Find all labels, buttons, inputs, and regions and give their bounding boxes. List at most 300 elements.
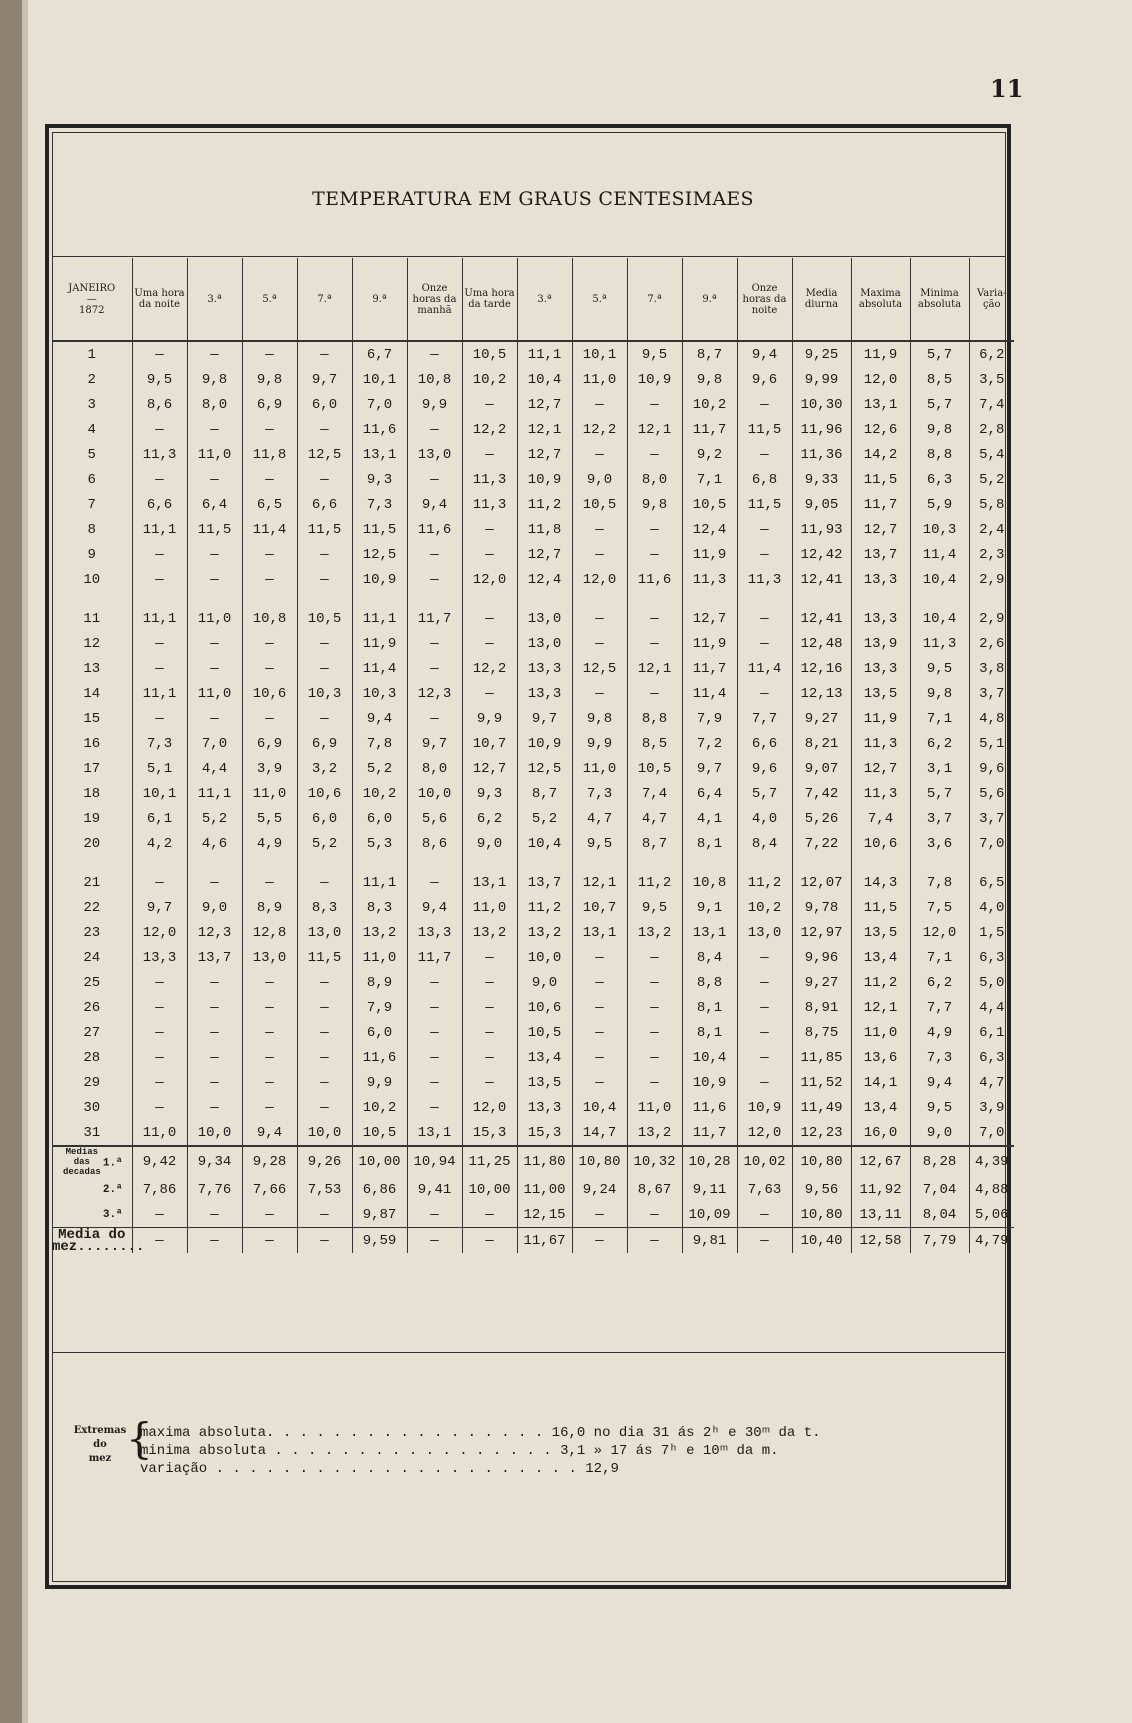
table-cell: 9,3 <box>462 781 517 806</box>
decade-label <box>52 1202 132 1228</box>
table-cell: 11,2 <box>737 870 792 895</box>
table-cell: 2,8 <box>969 417 1014 442</box>
table-cell: 9,27 <box>792 706 851 731</box>
table-cell: — <box>297 542 352 567</box>
table-cell: — <box>407 1070 462 1095</box>
table-cell: 11,7 <box>682 656 737 681</box>
table-cell: 9,7 <box>132 895 187 920</box>
table-cell: 10,5 <box>517 1020 572 1045</box>
table-cell: 6,3 <box>969 945 1014 970</box>
table-cell: 10,5 <box>297 606 352 631</box>
table-cell: — <box>572 606 627 631</box>
table-cell: 11,0 <box>462 895 517 920</box>
row-label: 5 <box>87 446 96 463</box>
table-cell: 10,1 <box>572 341 627 367</box>
table-cell: 10,6 <box>297 781 352 806</box>
table-cell: 11,3 <box>682 567 737 592</box>
table-cell: 11,6 <box>352 1045 407 1070</box>
table-cell: 10,09 <box>682 1202 737 1228</box>
table-cell: 11,80 <box>517 1146 572 1177</box>
table-cell: 10,6 <box>242 681 297 706</box>
table-row <box>52 731 1014 756</box>
table-cell: 6,86 <box>352 1177 407 1202</box>
table-cell: — <box>132 970 187 995</box>
table-cell: 11,7 <box>682 1120 737 1146</box>
table-cell: 5,5 <box>242 806 297 831</box>
table-cell: 9,7 <box>517 706 572 731</box>
table-cell: — <box>187 995 242 1020</box>
col-header: 3.ª <box>517 258 572 341</box>
table-cell: 12,4 <box>517 567 572 592</box>
table-cell: — <box>572 517 627 542</box>
table-cell: — <box>572 442 627 467</box>
table-cell: 9,25 <box>792 341 851 367</box>
table-cell: 7,9 <box>682 706 737 731</box>
table-cell: — <box>297 1228 352 1254</box>
col-header: 5.ª <box>572 258 627 341</box>
table-cell: 9,8 <box>242 367 297 392</box>
table-cell: 9,8 <box>572 706 627 731</box>
table-cell: 13,6 <box>851 1045 910 1070</box>
table-cell: — <box>572 995 627 1020</box>
table-cell: 9,4 <box>352 706 407 731</box>
table-cell: 2,6 <box>969 631 1014 656</box>
table-cell: 10,9 <box>517 467 572 492</box>
table-cell: 12,0 <box>572 567 627 592</box>
table-cell: 11,1 <box>132 517 187 542</box>
table-cell: 13,3 <box>407 920 462 945</box>
table-cell: — <box>407 567 462 592</box>
table-cell: 13,0 <box>737 920 792 945</box>
title-rule <box>52 256 1006 257</box>
table-cell: 10,00 <box>462 1177 517 1202</box>
table-cell: 5,7 <box>910 392 969 417</box>
table-cell: 12,13 <box>792 681 851 706</box>
table-cell: 10,6 <box>851 831 910 856</box>
row-label: 6 <box>87 471 96 488</box>
table-cell: 11,49 <box>792 1095 851 1120</box>
table-cell: 7,2 <box>682 731 737 756</box>
table-cell: 6,3 <box>910 467 969 492</box>
table-cell: 12,41 <box>792 606 851 631</box>
table-cell: 13,0 <box>517 606 572 631</box>
table-cell: 9,8 <box>910 417 969 442</box>
table-cell: — <box>407 870 462 895</box>
page-title: TEMPERATURA EM GRAUS CENTESIMAES <box>312 188 754 210</box>
table-cell: 12,0 <box>462 1095 517 1120</box>
table-cell: 5,3 <box>352 831 407 856</box>
decade-number: 1.ª <box>102 1157 123 1170</box>
table-cell: 5,2 <box>517 806 572 831</box>
table-cell: 11,0 <box>132 1120 187 1146</box>
table-cell: 9,6 <box>737 756 792 781</box>
table-cell: — <box>462 1045 517 1070</box>
table-cell: 9,0 <box>572 467 627 492</box>
table-cell: 8,1 <box>682 831 737 856</box>
table-cell: — <box>407 1202 462 1228</box>
table-cell: 5,06 <box>969 1202 1014 1228</box>
table-cell: 3,2 <box>297 756 352 781</box>
table-cell: 9,5 <box>910 1095 969 1120</box>
table-cell: 9,26 <box>297 1146 352 1177</box>
decade-label <box>52 1146 132 1177</box>
row-label: 24 <box>83 949 101 966</box>
decade-label <box>52 1177 132 1202</box>
decade-number: 3.ª <box>102 1209 123 1221</box>
table-cell: 10,0 <box>297 1120 352 1146</box>
table-cell: — <box>187 706 242 731</box>
table-cell: 13,1 <box>462 870 517 895</box>
table-cell: — <box>627 1202 682 1228</box>
table-cell: 10,7 <box>572 895 627 920</box>
table-cell: 9,41 <box>407 1177 462 1202</box>
table-cell: 10,2 <box>352 1095 407 1120</box>
table-cell: 11,3 <box>132 442 187 467</box>
row-label: 28 <box>83 1049 101 1066</box>
table-cell: 9,87 <box>352 1202 407 1228</box>
table-cell: 3,7 <box>969 681 1014 706</box>
table-cell: 4,0 <box>969 895 1014 920</box>
table-cell: 8,9 <box>352 970 407 995</box>
table-cell: — <box>297 706 352 731</box>
table-cell: 7,53 <box>297 1177 352 1202</box>
table-row <box>52 1070 1014 1095</box>
table-cell: 6,2 <box>910 731 969 756</box>
table-cell: 12,5 <box>297 442 352 467</box>
table-cell: — <box>242 417 297 442</box>
table-cell: 13,3 <box>851 606 910 631</box>
table-cell: 13,0 <box>407 442 462 467</box>
table-cell: 12,16 <box>792 656 851 681</box>
table-cell: 8,4 <box>682 945 737 970</box>
table-cell: 11,67 <box>517 1228 572 1254</box>
table-cell: 6,5 <box>242 492 297 517</box>
table-row <box>52 417 1014 442</box>
table-cell: 11,0 <box>352 945 407 970</box>
table-cell: 8,7 <box>627 831 682 856</box>
table-row <box>52 567 1014 592</box>
table-cell: 5,2 <box>297 831 352 856</box>
table-cell: 11,4 <box>910 542 969 567</box>
brace: { <box>126 1414 153 1463</box>
table-cell: 7,4 <box>851 806 910 831</box>
table-cell: 11,0 <box>572 367 627 392</box>
table-cell: 9,1 <box>682 895 737 920</box>
table-cell: 7,76 <box>187 1177 242 1202</box>
table-cell: 8,7 <box>517 781 572 806</box>
table-cell: — <box>187 417 242 442</box>
table-cell: — <box>572 1202 627 1228</box>
table-cell: 12,8 <box>242 920 297 945</box>
table-cell: — <box>627 681 682 706</box>
table-cell: 7,42 <box>792 781 851 806</box>
table-cell: — <box>737 517 792 542</box>
table-cell: 12,1 <box>517 417 572 442</box>
extreme-min: minima absoluta . . . . . . . . . . . . . . . . . 3,1 » 17 ás 7ʰ e 10ᵐ da m. <box>140 1443 779 1459</box>
table-cell: — <box>462 442 517 467</box>
month-header: JANEIRO — 1872 <box>68 282 116 316</box>
table-cell: — <box>737 970 792 995</box>
table-cell: 9,81 <box>682 1228 737 1254</box>
col-header: 5.ª <box>242 258 297 341</box>
table-cell: — <box>407 631 462 656</box>
decade-row <box>52 1146 1014 1177</box>
table-cell: 6,0 <box>352 1020 407 1045</box>
table-cell: — <box>627 517 682 542</box>
table-cell: 9,0 <box>187 895 242 920</box>
table-cell: 11,2 <box>851 970 910 995</box>
table-cell: 10,9 <box>517 731 572 756</box>
table-cell: 9,28 <box>242 1146 297 1177</box>
table-cell: 8,1 <box>682 1020 737 1045</box>
table-cell: 7,1 <box>910 945 969 970</box>
table-cell: 4,39 <box>969 1146 1014 1177</box>
table-cell: 11,4 <box>242 517 297 542</box>
row-label: 9 <box>87 546 96 563</box>
table-cell: — <box>737 1228 792 1254</box>
table-cell: 12,1 <box>851 995 910 1020</box>
row-label: 14 <box>83 685 101 702</box>
table-cell: — <box>242 567 297 592</box>
table-cell: 12,0 <box>851 367 910 392</box>
table-cell: 11,7 <box>682 417 737 442</box>
table-cell: — <box>737 606 792 631</box>
table-cell: — <box>407 341 462 367</box>
col-header: Onze horas da manhã <box>407 258 462 341</box>
table-row <box>52 895 1014 920</box>
table-cell: 10,4 <box>910 606 969 631</box>
table-cell: — <box>462 681 517 706</box>
table-cell: 12,7 <box>682 606 737 631</box>
table-cell: 9,0 <box>517 970 572 995</box>
table-cell: 9,34 <box>187 1146 242 1177</box>
table-cell: — <box>572 631 627 656</box>
table-cell: 7,0 <box>969 831 1014 856</box>
table-cell: 9,7 <box>407 731 462 756</box>
row-label: 31 <box>83 1124 101 1141</box>
table-cell: 4,7 <box>572 806 627 831</box>
table-cell: 11,9 <box>682 542 737 567</box>
table-row <box>52 945 1014 970</box>
table-cell: 3,9 <box>242 756 297 781</box>
table-cell: — <box>572 392 627 417</box>
table-cell: 13,7 <box>517 870 572 895</box>
table-cell: 11,5 <box>851 467 910 492</box>
table-cell: — <box>187 1045 242 1070</box>
table-row <box>52 681 1014 706</box>
table-cell: — <box>297 631 352 656</box>
table-cell: 10,4 <box>517 831 572 856</box>
table-cell: 9,59 <box>352 1228 407 1254</box>
table-cell: — <box>187 1228 242 1254</box>
table-cell: 12,2 <box>462 417 517 442</box>
table-cell: — <box>132 631 187 656</box>
table-cell: 11,2 <box>517 895 572 920</box>
table-cell: 9,9 <box>407 392 462 417</box>
table-cell: 11,5 <box>851 895 910 920</box>
table-cell: 11,2 <box>627 870 682 895</box>
table-cell: 13,3 <box>851 656 910 681</box>
table-cell: 12,41 <box>792 567 851 592</box>
table-cell: — <box>132 1020 187 1045</box>
table-cell: — <box>242 706 297 731</box>
table-row <box>52 392 1014 417</box>
table-cell: 13,0 <box>242 945 297 970</box>
table-cell: 9,4 <box>737 341 792 367</box>
table-cell: 11,1 <box>132 681 187 706</box>
table-cell: 10,9 <box>737 1095 792 1120</box>
table-cell: 9,6 <box>737 367 792 392</box>
row-label: 27 <box>83 1024 101 1041</box>
table-cell: — <box>297 341 352 367</box>
table-cell: — <box>132 341 187 367</box>
table-cell: 5,26 <box>792 806 851 831</box>
table-cell: 7,1 <box>910 706 969 731</box>
table-cell: — <box>462 542 517 567</box>
table-cell: 13,5 <box>851 681 910 706</box>
table-cell: 11,85 <box>792 1045 851 1070</box>
table-cell: — <box>132 870 187 895</box>
table-cell: 13,0 <box>517 631 572 656</box>
table-cell: 9,9 <box>572 731 627 756</box>
table-cell: — <box>737 1202 792 1228</box>
page-shadow <box>22 0 28 1723</box>
table-cell: 3,1 <box>910 756 969 781</box>
table-cell: 12,5 <box>352 542 407 567</box>
month-mean-label: Media do mez........ <box>52 1226 145 1255</box>
table-cell: 12,2 <box>572 417 627 442</box>
table-row <box>52 656 1014 681</box>
table-cell: 9,3 <box>352 467 407 492</box>
table-cell: — <box>297 467 352 492</box>
table-cell: 10,6 <box>517 995 572 1020</box>
table-cell: 10,8 <box>682 870 737 895</box>
table-cell: 13,0 <box>297 920 352 945</box>
table-cell: — <box>627 995 682 1020</box>
table-cell: 13,2 <box>627 920 682 945</box>
table-row <box>52 631 1014 656</box>
table-cell: 11,6 <box>682 1095 737 1120</box>
table-cell: — <box>627 945 682 970</box>
table-row <box>52 1095 1014 1120</box>
table-cell: 10,4 <box>682 1045 737 1070</box>
table-row <box>52 367 1014 392</box>
table-header-row <box>52 258 1014 341</box>
row-label: 7 <box>87 496 96 513</box>
table-cell: 7,0 <box>187 731 242 756</box>
table-cell: 11,4 <box>682 681 737 706</box>
table-cell: — <box>572 1045 627 1070</box>
table-cell: 9,96 <box>792 945 851 970</box>
table-cell: — <box>242 656 297 681</box>
table-cell: — <box>407 970 462 995</box>
table-cell: 11,2 <box>517 492 572 517</box>
table-cell: 10,4 <box>572 1095 627 1120</box>
table-cell: 13,1 <box>682 920 737 945</box>
table-cell: — <box>462 1202 517 1228</box>
row-label: 12 <box>83 635 101 652</box>
table-cell: 2,3 <box>969 542 1014 567</box>
table-cell: 12,58 <box>851 1228 910 1254</box>
table-cell: — <box>297 656 352 681</box>
table-cell: 5,1 <box>969 731 1014 756</box>
table-cell: 9,2 <box>682 442 737 467</box>
table-cell: — <box>407 1228 462 1254</box>
table-cell: 8,28 <box>910 1146 969 1177</box>
table-cell: — <box>242 1095 297 1120</box>
table-cell: 5,4 <box>969 442 1014 467</box>
table-cell: 12,15 <box>517 1202 572 1228</box>
table-cell: 10,2 <box>737 895 792 920</box>
table-cell: 9,5 <box>132 367 187 392</box>
table-cell: 7,3 <box>132 731 187 756</box>
extremes-label: Extremas do mez <box>73 1425 127 1464</box>
col-header: Uma hora da noite <box>132 258 187 341</box>
row-label: 4 <box>87 421 96 438</box>
table-cell: 2,4 <box>969 517 1014 542</box>
table-cell: 7,5 <box>910 895 969 920</box>
table-cell: 9,8 <box>187 367 242 392</box>
table-cell: — <box>187 1202 242 1228</box>
table-cell: 11,3 <box>851 731 910 756</box>
table-cell: 7,7 <box>737 706 792 731</box>
table-cell: 12,7 <box>462 756 517 781</box>
table-cell: 7,22 <box>792 831 851 856</box>
table-cell: — <box>132 417 187 442</box>
table-cell: — <box>132 467 187 492</box>
table-cell: — <box>187 567 242 592</box>
table-cell: — <box>407 1095 462 1120</box>
table-cell: 12,0 <box>737 1120 792 1146</box>
table-cell: 10,40 <box>792 1228 851 1254</box>
table-cell: — <box>187 542 242 567</box>
table-cell: 6,6 <box>132 492 187 517</box>
table-cell: 15,3 <box>517 1120 572 1146</box>
table-cell: 13,3 <box>517 1095 572 1120</box>
table-cell: 4,79 <box>969 1228 1014 1254</box>
table-cell: — <box>132 1095 187 1120</box>
table-row <box>52 831 1014 856</box>
table-cell: 5,7 <box>910 341 969 367</box>
table-cell: 13,11 <box>851 1202 910 1228</box>
table-cell: — <box>242 970 297 995</box>
col-header: Onze horas da noite <box>737 258 792 341</box>
table-cell: 12,23 <box>792 1120 851 1146</box>
table-cell: 10,9 <box>627 367 682 392</box>
table-cell: 8,67 <box>627 1177 682 1202</box>
table-cell: 10,94 <box>407 1146 462 1177</box>
table-bottom-rule <box>52 1352 1006 1353</box>
table-cell: 12,7 <box>517 442 572 467</box>
table-cell: 13,1 <box>851 392 910 417</box>
table-cell: 9,05 <box>792 492 851 517</box>
table-cell: 13,5 <box>851 920 910 945</box>
days-block-3 <box>52 870 1014 1146</box>
table-cell: 11,92 <box>851 1177 910 1202</box>
table-cell: — <box>407 1045 462 1070</box>
col-header: Minima absoluta <box>910 258 969 341</box>
decade-row <box>52 1177 1014 1202</box>
row-label: 16 <box>83 735 101 752</box>
table-cell: 8,75 <box>792 1020 851 1045</box>
table-cell: 11,7 <box>407 606 462 631</box>
table-cell: — <box>407 542 462 567</box>
table-cell: 8,0 <box>407 756 462 781</box>
table-cell: 6,3 <box>969 1045 1014 1070</box>
table-cell: 6,8 <box>737 467 792 492</box>
table-cell: 9,5 <box>627 341 682 367</box>
table-cell: 5,6 <box>407 806 462 831</box>
